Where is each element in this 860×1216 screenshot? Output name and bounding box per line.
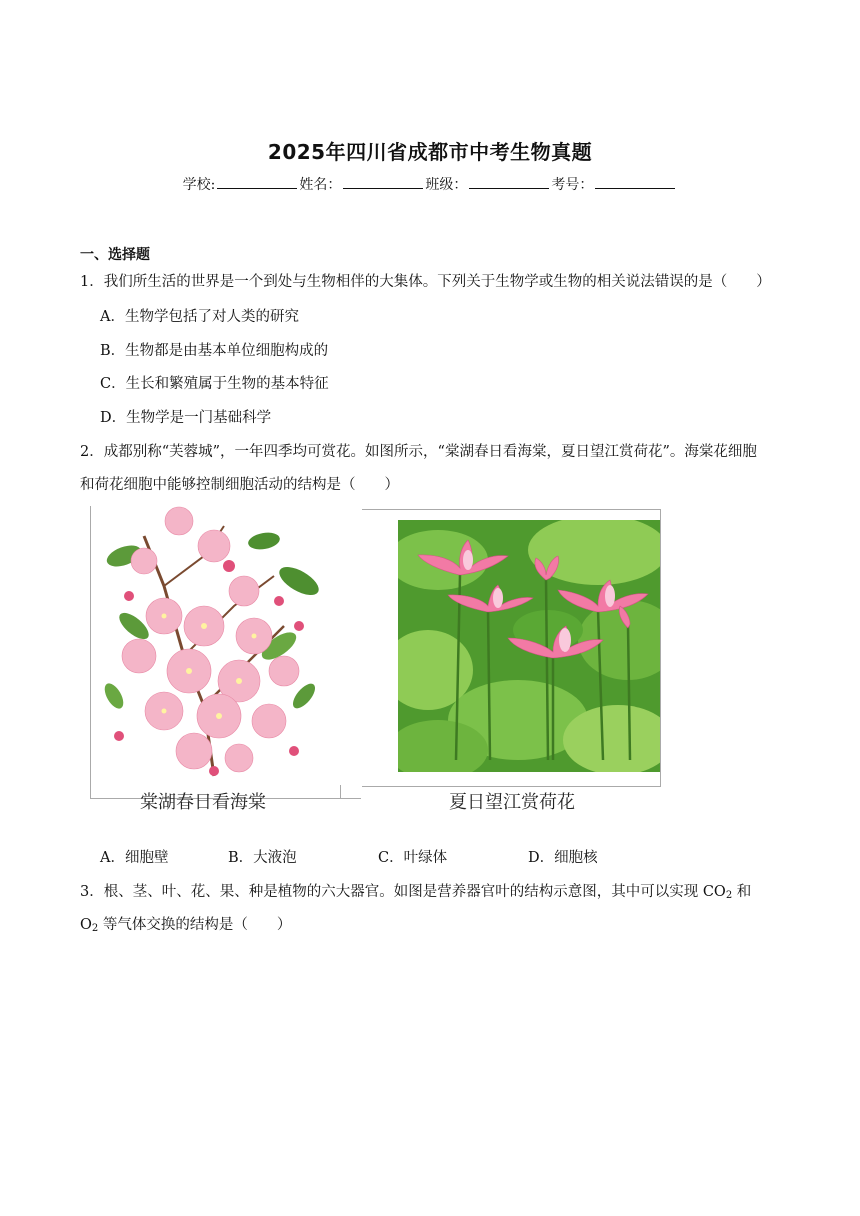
class-label: 班级： (425, 177, 468, 193)
class-blank (469, 174, 549, 189)
figure-right-caption: 夏日望江赏荷花 (449, 792, 575, 813)
section-title: 一、选择题 (80, 247, 150, 263)
question-3-line1-tail: 和 (732, 884, 752, 900)
question-1-stem: 1．我们所生活的世界是一个到处与生物相伴的大集体。下列关于生物学或生物的相关说法错误的是（ ） (80, 274, 771, 290)
school-blank (217, 174, 297, 189)
question-3-line2-tail: 等气体交换的结构是（ ） (98, 917, 292, 933)
question-2-stem-line1: 2．成都别称“芙蓉城”，一年四季均可赏花。如图所示，“棠湖春日看海棠，夏日望江赏荷花”。海棠花细胞 (80, 444, 757, 460)
question-1-option-a: A．生物学包括了对人类的研究 (100, 309, 299, 325)
student-info-line (0, 174, 860, 194)
question-3-line2-o: O (80, 917, 92, 933)
question-2-option-b: B．大液泡 (228, 850, 297, 866)
figure-frame-step (340, 785, 341, 798)
question-1-option-c: C．生长和繁殖属于生物的基本特征 (100, 376, 329, 392)
question-2-stem-line2: 和荷花细胞中能够控制细胞活动的结构是（ ） (80, 477, 399, 493)
question-2-option-c: C．叶绿体 (378, 850, 448, 866)
question-3-stem-line2 (80, 913, 291, 934)
question-3-line1-text: 3．根、茎、叶、花、果、种是植物的六大器官。如图是营养器官叶的结构示意图，其中可以实现 CO (80, 884, 726, 900)
question-3-stem-line1 (80, 880, 751, 901)
name-blank (343, 174, 423, 189)
o2-subscript: 2 (91, 923, 99, 934)
crabapple-blossom-image (104, 506, 326, 778)
exam-no-blank (595, 174, 675, 189)
question-2-option-d: D．细胞核 (528, 850, 598, 866)
question-2-option-a: A．细胞壁 (100, 850, 169, 866)
figure-left-caption: 棠湖春日看海棠 (140, 792, 266, 813)
school-label: 学校: (182, 177, 216, 193)
name-label: 姓名： (299, 177, 342, 193)
lotus-flower-image (398, 520, 660, 772)
question-1-option-d: D．生物学是一门基础科学 (100, 410, 272, 426)
question-1-option-b: B．生物都是由基本单位细胞构成的 (100, 343, 329, 359)
exam-no-label: 考号： (551, 177, 594, 193)
page-title: 2025年四川省成都市中考生物真题 (267, 140, 593, 164)
co2-subscript: 2 (725, 890, 733, 901)
